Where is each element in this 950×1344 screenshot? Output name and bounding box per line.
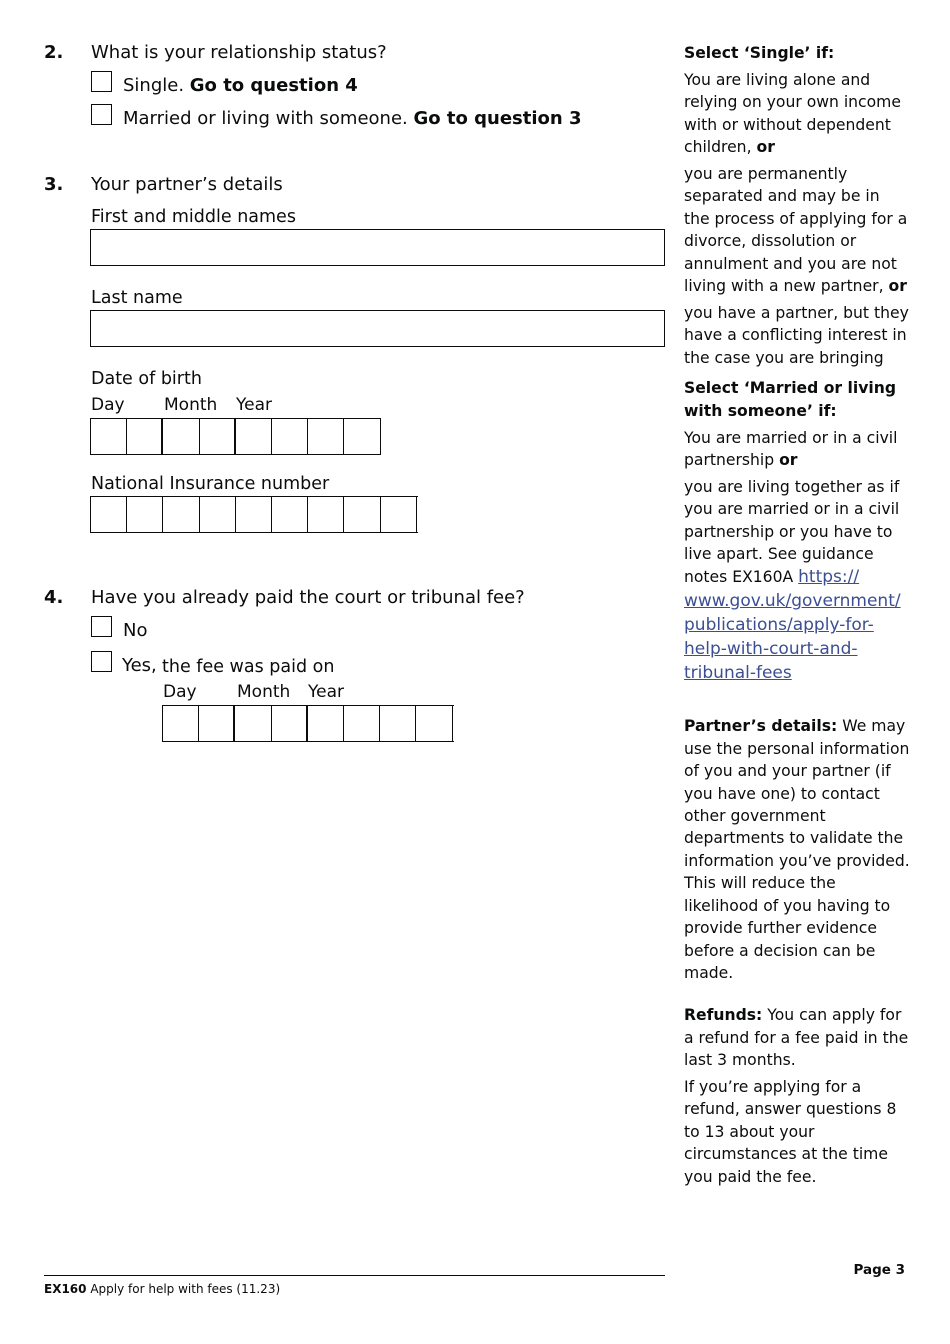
dob-month-digit[interactable] bbox=[163, 419, 199, 454]
single-heading: Select ‘Single’ if: bbox=[684, 44, 835, 62]
fee-year-digit[interactable] bbox=[344, 706, 380, 741]
fee-month-digit[interactable] bbox=[272, 706, 308, 741]
question-4-text: Have you already paid the court or tribunal fee? bbox=[91, 587, 525, 608]
refunds-guidance-2: If you’re applying for a refund, answer questions 8 to 13 about your circumstances at the time you paid the fee. bbox=[684, 1078, 897, 1186]
dob-day-label: Day bbox=[91, 395, 125, 415]
dob-year-label: Year bbox=[236, 395, 272, 415]
ni-character-box[interactable] bbox=[344, 497, 380, 532]
dob-month-label: Month bbox=[164, 395, 218, 415]
footer-form-title: EX160 Apply for help with fees (11.23) bbox=[44, 1282, 281, 1296]
ni-character-box[interactable] bbox=[272, 497, 308, 532]
ni-character-box[interactable] bbox=[308, 497, 344, 532]
ni-number-grid[interactable] bbox=[90, 496, 418, 533]
fee-date-grid[interactable] bbox=[162, 705, 454, 742]
fee-month-label: Month bbox=[237, 682, 291, 702]
married-checkbox[interactable] bbox=[91, 104, 112, 125]
fee-year-digit[interactable] bbox=[308, 706, 344, 741]
single-option-label: Single. Go to question 4 bbox=[123, 75, 358, 96]
question-3-text: Your partner’s details bbox=[91, 174, 283, 195]
married-guidance-1: You are married or in a civil partnership or bbox=[684, 428, 898, 469]
married-guidance-2: you are living together as if you are married or in a civil partnership or you have to live apart. See guidance notes EX160A https:// www.gov.uk/government/ publications/apply-for- help-with-court-and- tribunal-fees bbox=[684, 477, 901, 684]
first-names-input[interactable] bbox=[90, 229, 665, 266]
question-4-number: 4. bbox=[44, 587, 64, 608]
dob-day-digit[interactable] bbox=[91, 419, 127, 454]
dob-month-digit[interactable] bbox=[200, 419, 236, 454]
last-name-input[interactable] bbox=[90, 310, 665, 347]
question-3-number: 3. bbox=[44, 174, 64, 195]
first-names-label: First and middle names bbox=[91, 207, 296, 227]
fee-year-digit[interactable] bbox=[416, 706, 452, 741]
ni-character-box[interactable] bbox=[127, 497, 163, 532]
fee-month-digit[interactable] bbox=[235, 706, 271, 741]
single-guidance-1: You are living alone and relying on your own income with or without dependent children, or bbox=[684, 70, 901, 157]
question-2-text: What is your relationship status? bbox=[91, 42, 387, 63]
married-option-label: Married or living with someone. Go to question 3 bbox=[123, 108, 582, 129]
dob-label: Date of birth bbox=[91, 369, 202, 389]
fee-paid-yes-label: Yes, bbox=[122, 655, 157, 676]
ni-character-box[interactable] bbox=[163, 497, 199, 532]
ni-character-box[interactable] bbox=[91, 497, 127, 532]
dob-year-digit[interactable] bbox=[308, 419, 344, 454]
fee-paid-no-checkbox[interactable] bbox=[91, 616, 112, 637]
single-checkbox[interactable] bbox=[91, 71, 112, 92]
dob-input-grid[interactable] bbox=[90, 418, 381, 455]
single-guidance-2: you are permanently separated and may be in the process of applying for a divorce, dissolution or annulment and you are not living with a new partner, or bbox=[684, 165, 908, 296]
refunds-guidance: Refunds: You can apply for a refund for a fee paid in the last 3 months. bbox=[684, 1006, 909, 1070]
single-guidance-3: you have a partner, but they have a conflicting interest in the case you are bringing bbox=[684, 303, 909, 367]
fee-day-label: Day bbox=[163, 682, 197, 702]
guidance-link[interactable]: https:// www.gov.uk/government/ publications/apply-for- help-with-court-and- tribunal-fees bbox=[684, 567, 901, 684]
fee-day-digit[interactable] bbox=[199, 706, 235, 741]
married-heading: Select ‘Married or living with someone’ if: bbox=[684, 379, 897, 420]
fee-day-digit[interactable] bbox=[163, 706, 199, 741]
ni-character-box[interactable] bbox=[236, 497, 272, 532]
footer-divider bbox=[44, 1275, 665, 1276]
last-name-label: Last name bbox=[91, 288, 183, 308]
dob-year-digit[interactable] bbox=[344, 419, 380, 454]
partner-details-guidance: Partner’s details: We may use the personal information of you and your partner (if you have one) to contact other government departments to validate the information you’ve provided. This will reduce the likelihood of you having to provide further evidence before a decision can be made. bbox=[684, 717, 910, 982]
ni-number-label: National Insurance number bbox=[91, 474, 330, 494]
dob-year-digit[interactable] bbox=[272, 419, 308, 454]
fee-paid-no-label: No bbox=[123, 620, 148, 641]
fee-paid-date-label: the fee was paid on bbox=[162, 657, 335, 677]
fee-year-label: Year bbox=[308, 682, 344, 702]
question-2-number: 2. bbox=[44, 42, 64, 63]
fee-year-digit[interactable] bbox=[380, 706, 416, 741]
dob-year-digit[interactable] bbox=[236, 419, 272, 454]
ni-character-box[interactable] bbox=[381, 497, 417, 532]
ni-character-box[interactable] bbox=[200, 497, 236, 532]
dob-day-digit[interactable] bbox=[127, 419, 163, 454]
page-number: Page 3 bbox=[853, 1262, 905, 1278]
guidance-sidebar bbox=[684, 42, 910, 1193]
fee-paid-yes-checkbox[interactable] bbox=[91, 651, 112, 672]
